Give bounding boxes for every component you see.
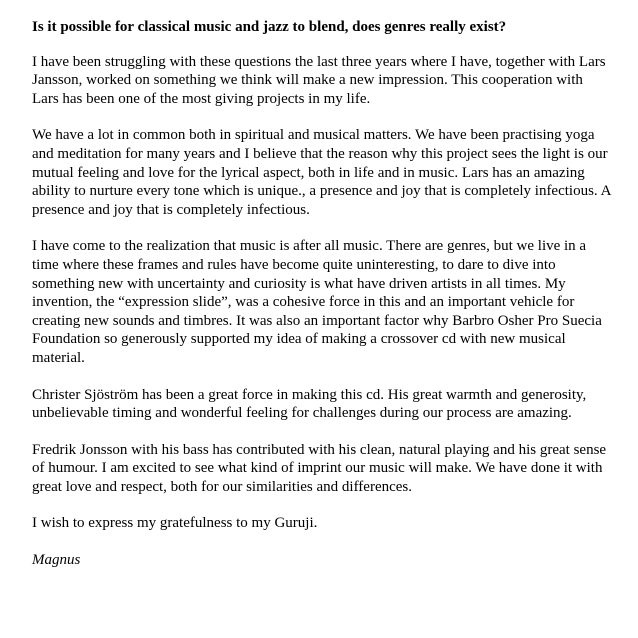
paragraph-3: I have come to the realization that music is after all music. There are genres, but we live in a time where these frames and rules have become quite uninteresting, to dare to dive into something new with uncertainty and curiosity is what have driven artists in all times. My invention, the “expression slide”, was a cohesive force in this and an important vehicle for creating new sounds and timbres. It was also an important factor why Barbro Osher Pro Suecia Foundation so generously supported my idea of making a crossover cd with new musical material.	[32, 238, 602, 366]
paragraph-2: We have a lot in common both in spiritual and musical matters. We have been practising yoga and meditation for many years and I believe that the reason why this project sees the light is our mutual feeling and love for the lyrical aspect, both in life and in music. Lars has an amazing ability to nurture every tone which is unique., a presence and joy that is completely infectious. A presence and joy that is completely infectious.	[32, 127, 611, 218]
signature: Magnus	[32, 552, 81, 569]
paragraph-6: I wish to express my gratefulness to my Guruji.	[32, 515, 318, 532]
paragraph-1: I have been struggling with these questions the last three years where I have, together with Lars Jansson, worked on something we think will make a new impression. This cooperation with Lars has been one of the most giving projects in my life.	[32, 53, 606, 107]
paragraph-5: Fredrik Jonsson with his bass has contributed with his clean, natural playing and his great sense of humour. I am excited to see what kind of imprint our music will make. We have done it with great love and respect, both for our similarities and differences.	[32, 441, 607, 495]
document-page	[32, 18, 612, 570]
document-title: Is it possible for classical music and jazz to blend, does genres really exist?	[32, 19, 507, 35]
paragraph-4: Christer Sjöström has been a great force in making this cd. His great warmth and generosity, unbelievable timing and wonderful feeling for challenges during our process are amazing.	[32, 386, 587, 422]
